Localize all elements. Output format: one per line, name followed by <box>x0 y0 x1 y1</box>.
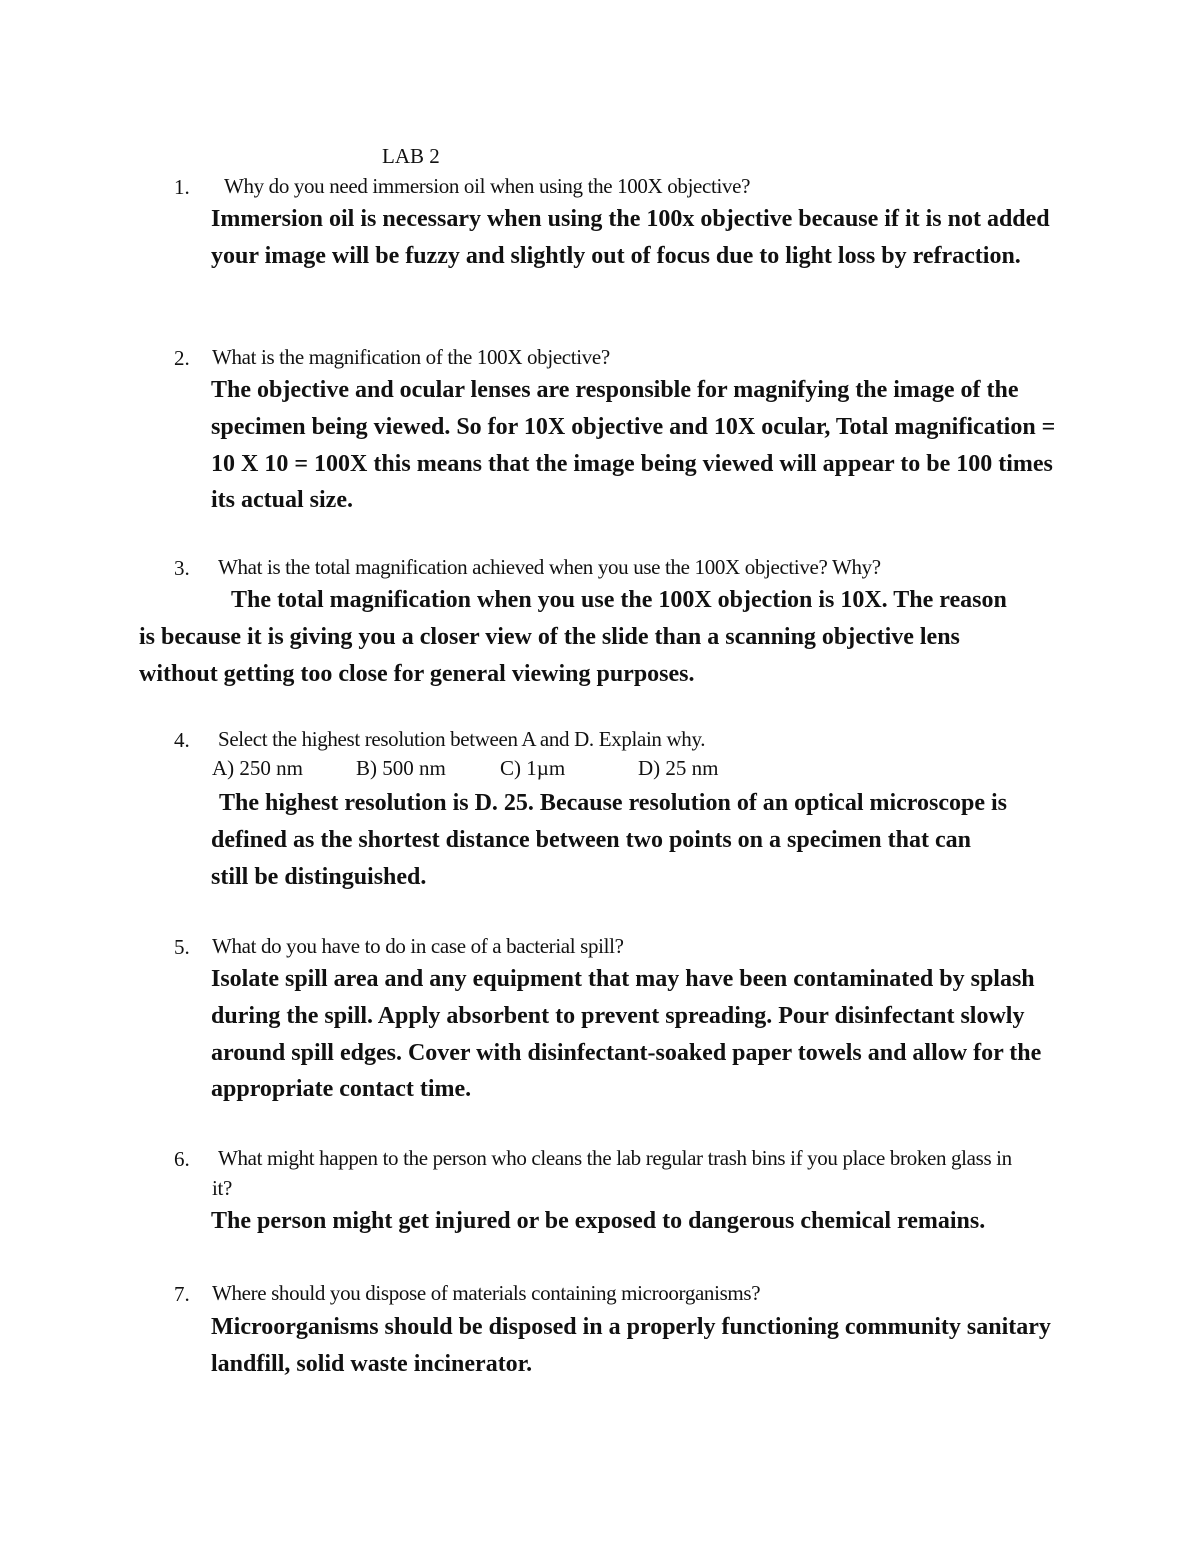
page-title: LAB 2 <box>382 144 440 168</box>
question-number: 4. <box>174 728 190 752</box>
question-text: What is the total magnification achieved when you use the 100X objective? Why? <box>218 555 881 579</box>
question-number: 2. <box>174 346 190 370</box>
question-text: Select the highest resolution between A and D. Explain why. <box>218 727 706 751</box>
question-text: Why do you need immersion oil when using the 100X objective? <box>224 174 751 198</box>
question-text: Where should you dispose of materials containing microorganisms? <box>212 1281 761 1305</box>
question-number: 1. <box>174 175 190 199</box>
question-number: 6. <box>174 1147 190 1171</box>
answer-text: The highest resolution is D. 25. Because resolution of an optical microscope is defined as the shortest distance between two points on a specimen that can still be distinguished. <box>211 790 1008 890</box>
question-text: What do you have to do in case of a bacterial spill? <box>212 934 624 958</box>
option-a: A) 250 nm <box>212 756 303 780</box>
answer-text: The objective and ocular lenses are responsible for magnifying the image of the specimen being viewed. So for 10X objective and 10X ocular, Total magnification = 10 X 10 = 100X this means that the image being viewed will appear to be 100 times its actual size. <box>211 377 1056 514</box>
question-number: 3. <box>174 556 190 580</box>
option-c: C) 1µm <box>500 756 566 780</box>
answer-text: The person might get injured or be exposed to dangerous chemical remains. <box>211 1208 986 1234</box>
answer-text: The total magnification when you use the 100X objection is 10X. The reason is because it is giving you a closer view of the slide than a scanning objective lens without getting too close for general viewing purposes. <box>139 587 1007 687</box>
question-text: What is the magnification of the 100X objective? <box>212 345 610 369</box>
option-b: B) 500 nm <box>356 756 446 780</box>
answer-text: Immersion oil is necessary when using the 100x objective because if it is not added your image will be fuzzy and slightly out of focus due to light loss by refraction. <box>211 206 1050 269</box>
answer-text: Isolate spill area and any equipment that may have been contaminated by splash during the spill. Apply absorbent to prevent spreading. Pour disinfectant slowly around spill edges. Cover with disinfectant-soaked paper towels and allow for the appropriate contact time. <box>211 966 1042 1103</box>
option-d: D) 25 nm <box>638 756 719 780</box>
question-number: 5. <box>174 935 190 959</box>
answer-text: Microorganisms should be disposed in a properly functioning community sanitary landfill, solid waste incinerator. <box>211 1314 1051 1377</box>
question-number: 7. <box>174 1282 190 1306</box>
question-text: What might happen to the person who cleans the lab regular trash bins if you place broken glass in it? <box>212 1146 1012 1200</box>
